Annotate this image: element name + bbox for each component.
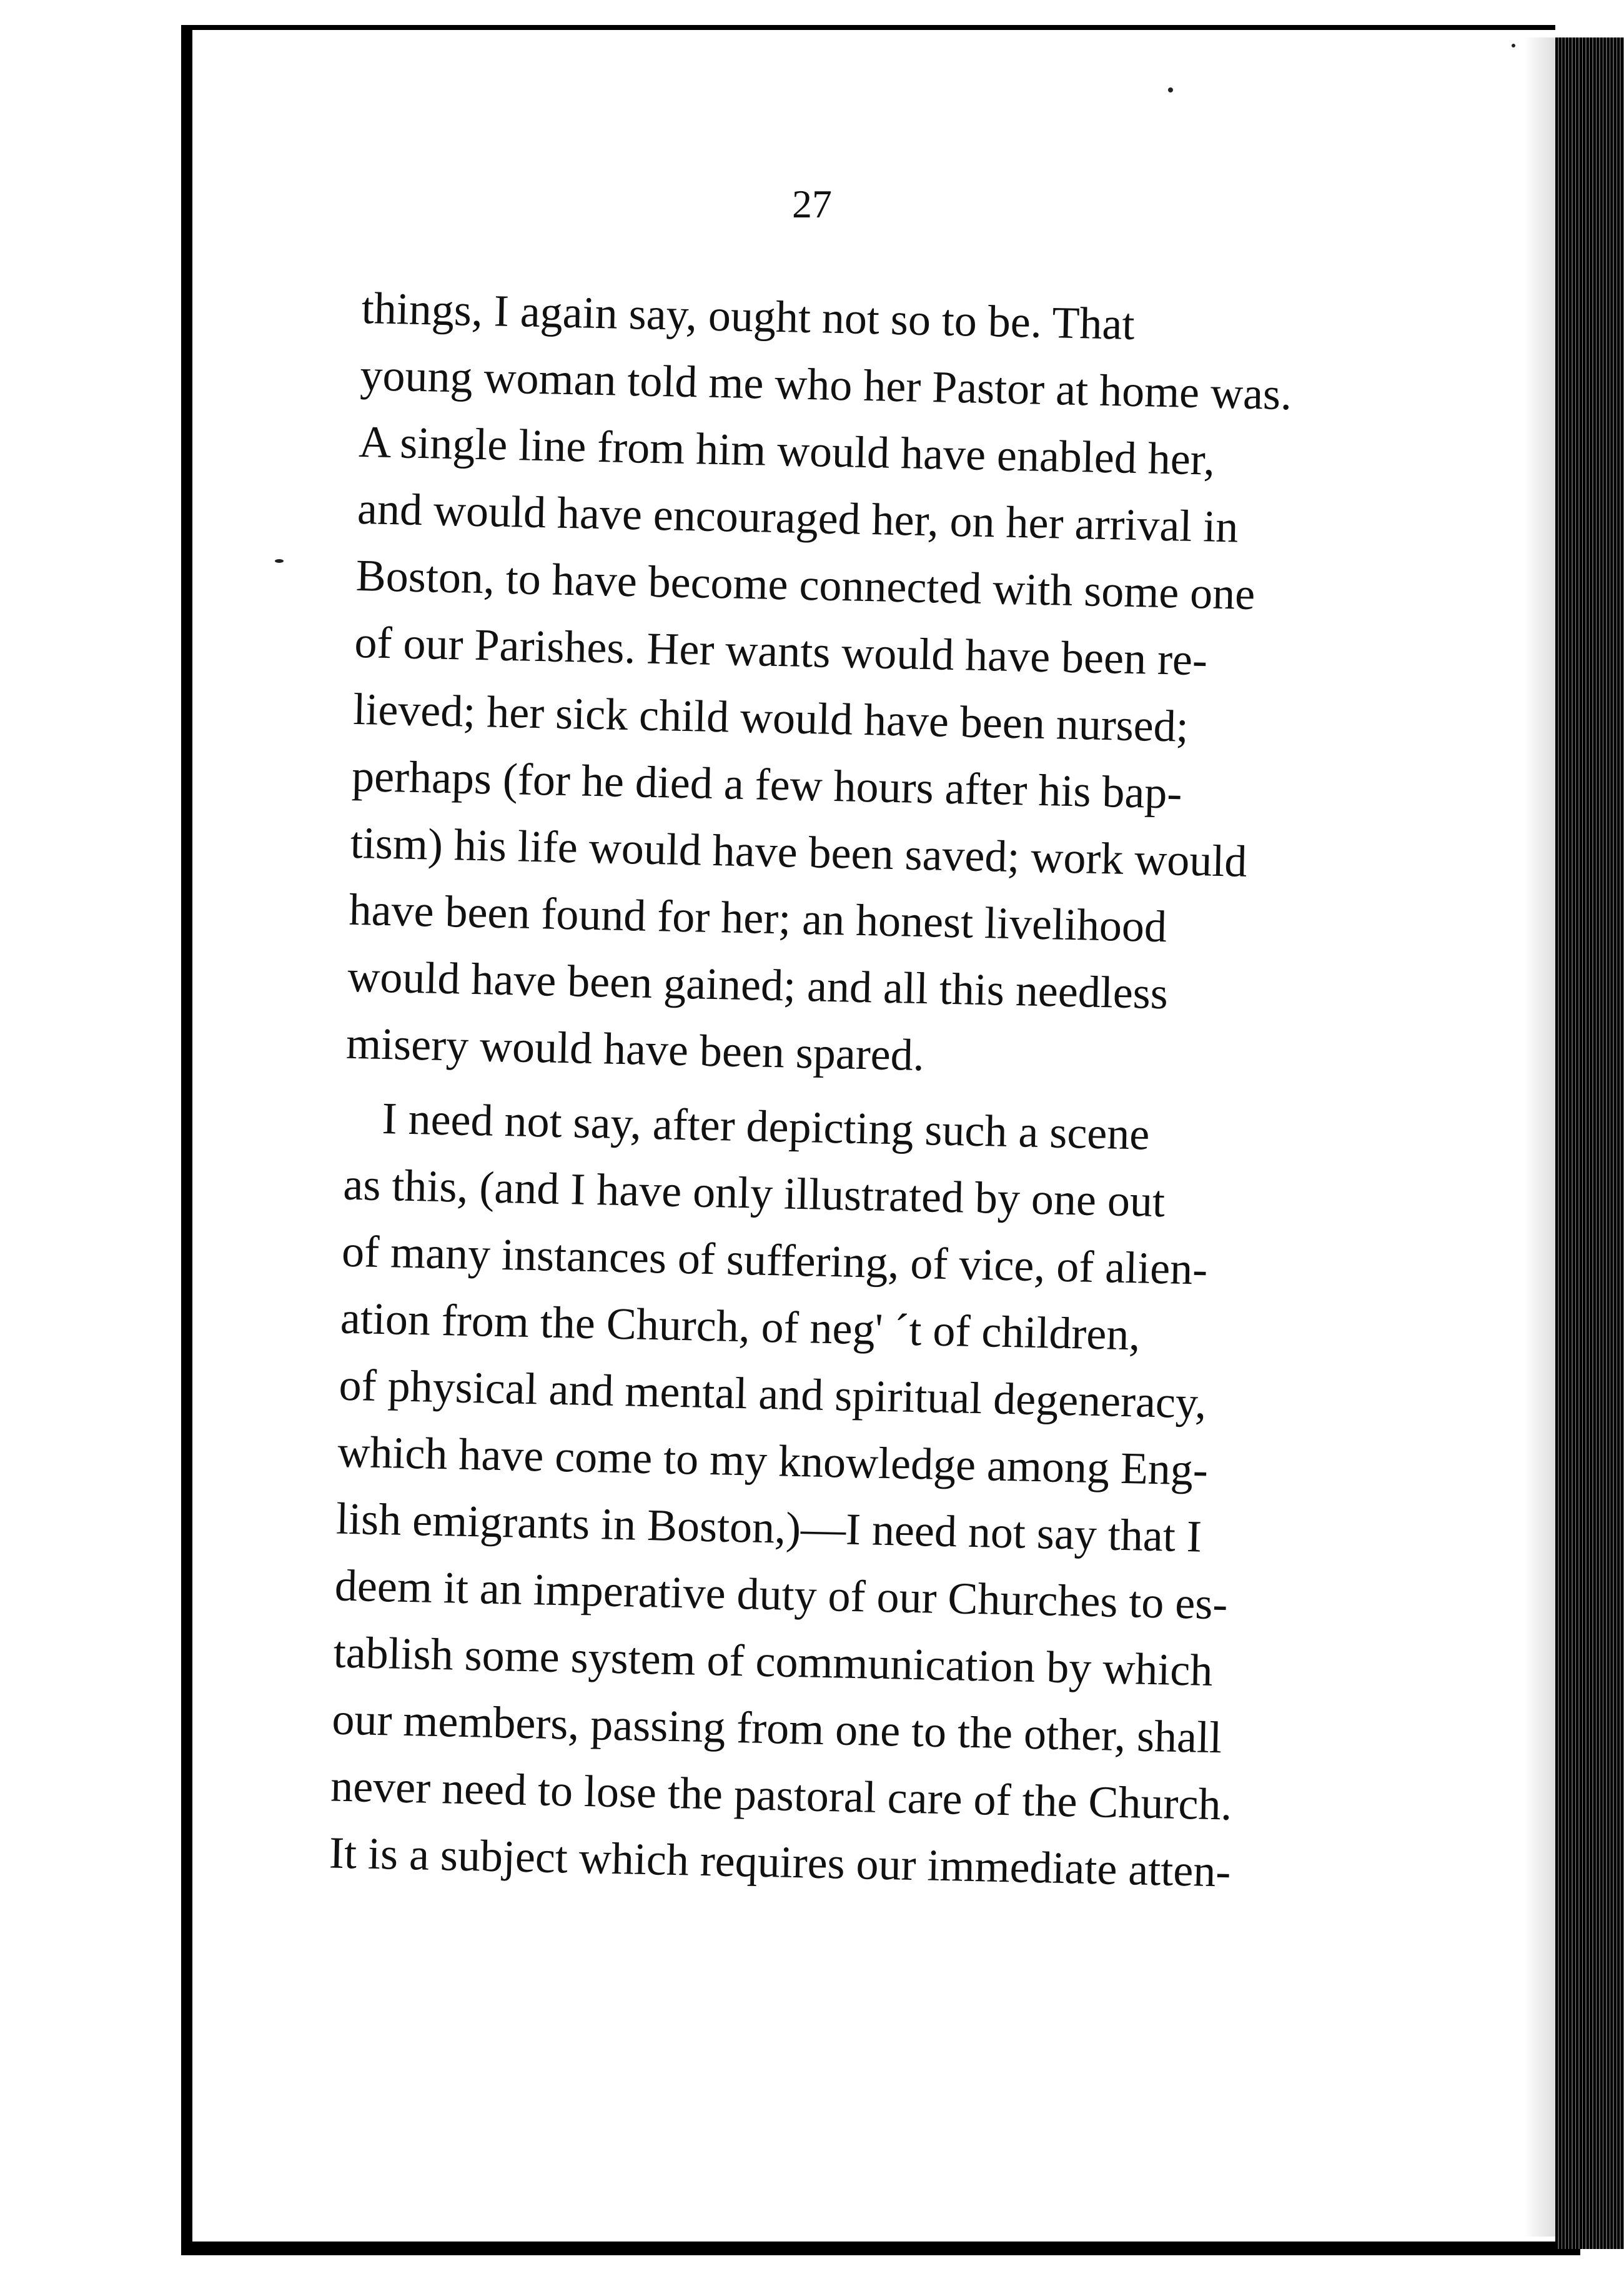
page-number: 27 [792, 182, 832, 226]
text-line: misery would have been spared. [345, 1018, 925, 1081]
text-line: of physical and mental and spiritual degeneracy, [338, 1359, 1207, 1428]
text-line: deem it an imperative duty of our Churches to es- [334, 1560, 1229, 1629]
paragraph-start-line: I need not say, after depicting such a scene [381, 1093, 1151, 1159]
text-line: of many instances of suffering, of vice, of alien- [341, 1226, 1209, 1294]
text-line: our members, passing from one to the other, shall [331, 1694, 1222, 1763]
text-line: as this, (and I have only illustrated by one out [342, 1159, 1166, 1227]
text-line: which have come to my knowledge among Eng- [337, 1426, 1209, 1495]
text-line: of our Parishes. Her wants would have been re- [354, 617, 1208, 685]
text-line: ation from the Church, of neg' ´t of children, [340, 1293, 1141, 1360]
page-gutter-shadow [1524, 37, 1555, 2237]
text-line: things, I again say, ought not so to be. That [361, 282, 1136, 349]
page-top-border [181, 25, 1555, 30]
text-line: and would have encouraged her, on her arrival in [357, 483, 1239, 552]
text-line: perhaps (for he died a few hours after his bap- [351, 750, 1183, 818]
speck [1168, 87, 1173, 92]
text-line: would have been gained; and all this needless [347, 951, 1169, 1019]
text-line: tism) his life would have been saved; work would [350, 817, 1248, 886]
text-line: A single line from him would have enabled her, [358, 416, 1216, 485]
page-bottom-border [181, 2242, 1580, 2255]
text-line: Boston, to have become connected with some one [355, 550, 1256, 620]
text-line: have been found for her; an honest livelihood [348, 884, 1167, 952]
page-left-border [181, 25, 192, 2243]
book-page-edges [1555, 37, 1624, 2249]
text-line: It is a subject which requires our immediate atten- [329, 1827, 1232, 1897]
speck [275, 559, 284, 563]
text-line: lieved; her sick child would have been nursed; [352, 683, 1189, 752]
text-line: never need to lose the pastoral care of the Church. [330, 1760, 1233, 1830]
text-line: tablish some system of communication by which [332, 1627, 1214, 1696]
text-line: young woman told me who her Pastor at home was. [359, 349, 1292, 420]
text-line: lish emigrants in Boston,)—I need not say that I [335, 1493, 1202, 1562]
body-text [329, 275, 1299, 1906]
speck [1512, 44, 1515, 47]
